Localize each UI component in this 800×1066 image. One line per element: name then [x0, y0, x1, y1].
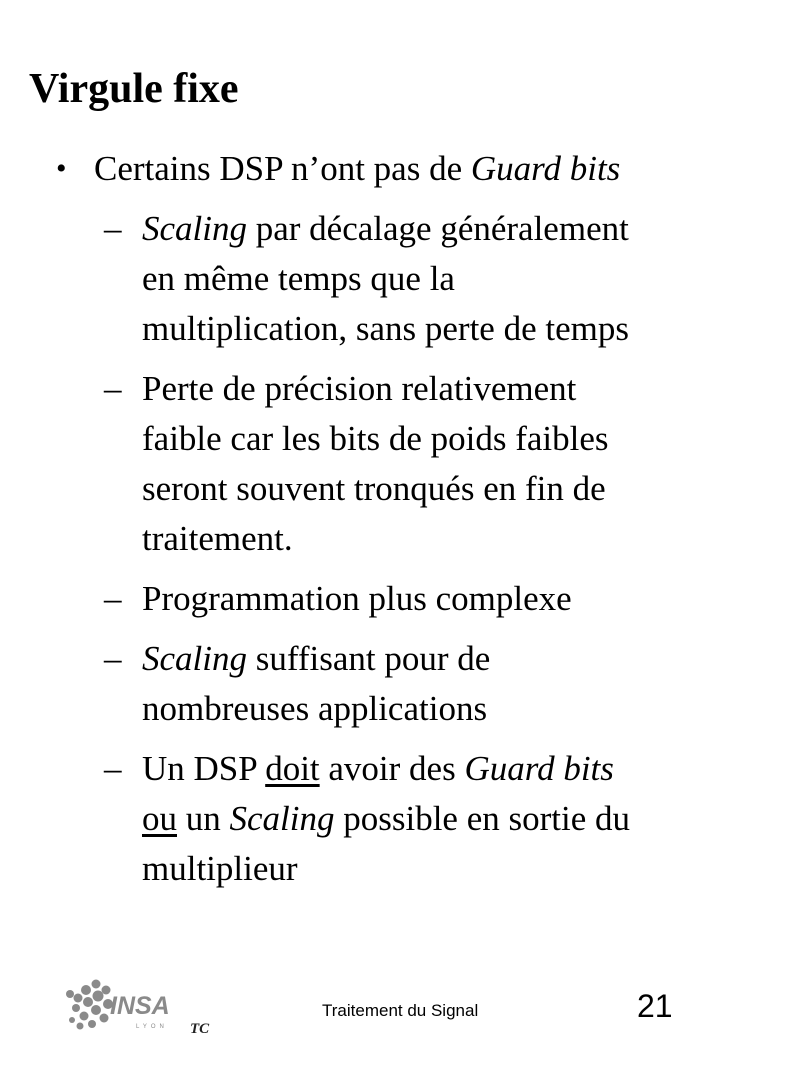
text-segment: un: [177, 799, 230, 838]
bullet-marker: •: [56, 152, 67, 185]
text-line: traitement.: [142, 519, 293, 558]
text-line: faible car les bits de poids faibles: [142, 419, 609, 458]
text-line: [142, 794, 754, 844]
logo-wordmark: INSA: [110, 992, 170, 1020]
course-title: Traitement du Signal: [322, 1001, 479, 1020]
text-line: Programmation plus complexe: [142, 579, 572, 618]
sub-bullet-list: [104, 204, 754, 904]
text-line: en même temps que la: [142, 259, 455, 298]
underlined-word: ou: [142, 799, 177, 838]
text-segment: Un DSP: [142, 749, 266, 788]
text-line: multiplication, sans perte de temps: [142, 309, 629, 348]
text-segment: possible en sortie du: [334, 799, 631, 838]
italic-term: Scaling: [142, 209, 247, 248]
sub-bullet-dsp-requirement: [104, 744, 754, 894]
logo-subtext: LYON: [136, 1024, 168, 1030]
text-segment: suffisant pour de: [246, 639, 491, 678]
main-bullet-text: [94, 144, 620, 194]
sub-bullet-programming: [104, 574, 754, 624]
text-line: seront souvent tronqués en fin de: [142, 469, 606, 508]
text-line: [142, 634, 754, 684]
text-line: nombreuses applications: [142, 689, 488, 728]
underlined-word: doit: [265, 749, 320, 788]
dash-marker: –: [104, 369, 122, 408]
text-line: [142, 744, 754, 794]
sub-bullet-scaling-shift: [104, 204, 754, 354]
logo-dots: [66, 980, 113, 1030]
main-bullet-text-italic: Guard bits: [470, 149, 621, 188]
text-segment: avoir des: [319, 749, 465, 788]
dash-marker: –: [104, 579, 122, 618]
sub-bullet-precision-loss: [104, 364, 754, 564]
italic-term: Scaling: [229, 799, 335, 838]
italic-term: Guard bits: [464, 749, 614, 788]
text-line: [142, 204, 754, 254]
dash-marker: –: [104, 209, 122, 248]
dash-marker: –: [104, 749, 122, 788]
slide-title: Virgule fixe: [29, 66, 239, 112]
italic-term: Scaling: [142, 639, 247, 678]
text-segment: par décalage généralement: [246, 209, 629, 248]
dash-marker: –: [104, 639, 122, 678]
text-line: multiplieur: [142, 849, 298, 888]
page-number: 21: [637, 988, 673, 1024]
text-line: Perte de précision relativement: [142, 369, 577, 408]
sub-bullet-scaling-sufficient: [104, 634, 754, 734]
department-label: TC: [190, 1021, 210, 1037]
main-bullet-text-plain: Certains DSP n’ont pas de: [94, 149, 471, 188]
